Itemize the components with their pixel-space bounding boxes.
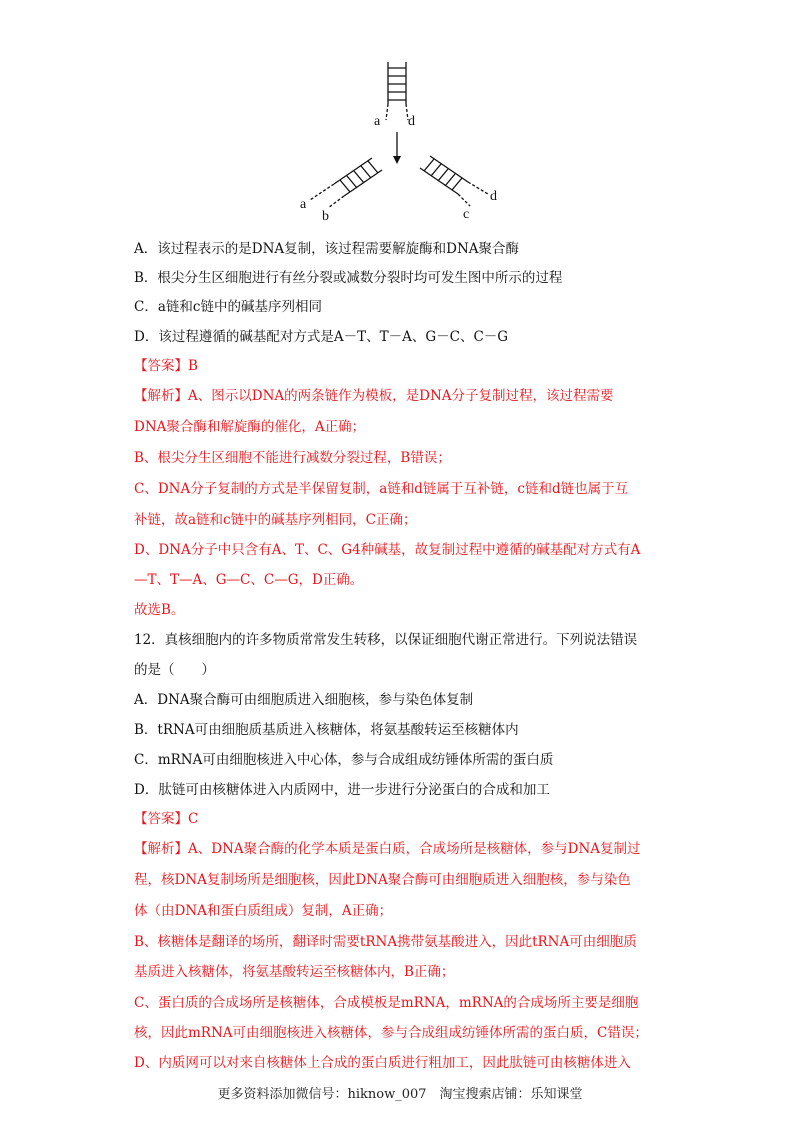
q11-option-d: D．该过程遵循的碱基配对方式是A－T、T－A、G－C、C－G — [134, 329, 509, 345]
q11-option-b: B．根尖分生区细胞进行有丝分裂或减数分裂时均可发生图中所示的过程 — [134, 270, 563, 286]
q12-stem-line: 12．真核细胞内的许多物质常常发生转移，以保证细胞代谢正常进行。下列说法错误 — [134, 632, 638, 648]
q12-analysis-line: C、蛋白质的合成场所是核糖体，合成模板是mRNA，mRNA的合成场所主要是细胞 — [134, 995, 639, 1011]
q11-analysis-line: 补链，故a链和c链中的碱基序列相同，C正确； — [134, 512, 417, 528]
strand-label-d-right: d — [490, 189, 497, 204]
q11-option-c: C．a链和c链中的碱基序列相同 — [134, 299, 322, 315]
q12-analysis-line: 体（由DNA和蛋白质组成）复制，A正确； — [134, 903, 393, 919]
strand-label-d-top: d — [408, 114, 415, 129]
parent-ladder — [386, 62, 408, 120]
left-daughter-ladder — [310, 158, 382, 208]
strand-label-b-left: b — [322, 209, 329, 224]
strand-label-a-left: a — [300, 197, 307, 212]
strand-label-c-right: c — [463, 207, 470, 222]
q11-analysis-line: B、根尖分生区细胞不能进行减数分裂过程，B错误； — [134, 450, 451, 466]
right-daughter-ladder — [420, 156, 488, 206]
q11-option-a: A．该过程表示的是DNA复制，该过程需要解旋酶和DNA聚合酶 — [134, 241, 520, 257]
q12-answer: 【答案】C — [134, 811, 199, 827]
strand-label-a-top: a — [374, 114, 381, 129]
q12-option-c: C．mRNA可由细胞核进入中心体，参与合成组成纺锤体所需的蛋白质 — [134, 752, 554, 768]
dna-replication-diagram — [290, 58, 510, 228]
q12-analysis-line: 【解析】A、DNA聚合酶的化学本质是蛋白质，合成场所是核糖体，参与DNA复制过 — [134, 841, 641, 857]
q12-option-d: D．肽链可由核糖体进入内质网中，进一步进行分泌蛋白的合成和加工 — [134, 782, 550, 798]
q12-analysis-line: B、核糖体是翻译的场所，翻译时需要tRNA携带氨基酸进入，因此tRNA可由细胞质 — [134, 934, 637, 950]
q11-analysis-line: DNA聚合酶和解旋酶的催化，A正确； — [134, 419, 366, 435]
q11-analysis-line: —T、T—A、G—C、C—G，D正确。 — [134, 572, 364, 588]
q12-option-b: B．tRNA可由细胞质基质进入核糖体，将氨基酸转运至核糖体内 — [134, 722, 519, 738]
q12-analysis-line: D、内质网可以对来自核糖体上合成的蛋白质进行粗加工，因此肽链可由核糖体进入 — [134, 1055, 631, 1071]
page-footer: 更多资料添加微信号：hiknow_007 淘宝搜索店铺：乐知课堂 — [217, 1087, 583, 1102]
q12-analysis-line: 基质进入核糖体，将氨基酸转运至核糖体内，B正确； — [134, 964, 455, 980]
q12-analysis-line: 核，因此mRNA可由细胞核进入核糖体，参与合成组成纺锤体所需的蛋白质，C错误； — [134, 1025, 648, 1041]
replication-arrow — [393, 132, 401, 164]
q11-analysis-line: 故选B。 — [134, 602, 185, 618]
q12-stem-line: 的是（ ） — [134, 662, 215, 678]
dna-replication-figure — [290, 58, 510, 228]
q12-analysis-line: 程，核DNA复制场所是细胞核，因此DNA聚合酶可由细胞质进入细胞核，参与染色 — [134, 872, 631, 888]
q11-analysis-line: 【解析】A、图示以DNA的两条链作为模板，是DNA分子复制过程，该过程需要 — [134, 388, 614, 404]
q11-answer: 【答案】B — [134, 358, 198, 374]
q11-analysis-line: D、DNA分子中只含有A、T、C、G4种碱基，故复制过程中遵循的碱基配对方式有A — [134, 542, 641, 558]
q11-analysis-line: C、DNA分子复制的方式是半保留复制，a链和d链属于互补链，c链和d链也属于互 — [134, 481, 629, 497]
q12-option-a: A．DNA聚合酶可由细胞质进入细胞核，参与染色体复制 — [134, 692, 474, 708]
